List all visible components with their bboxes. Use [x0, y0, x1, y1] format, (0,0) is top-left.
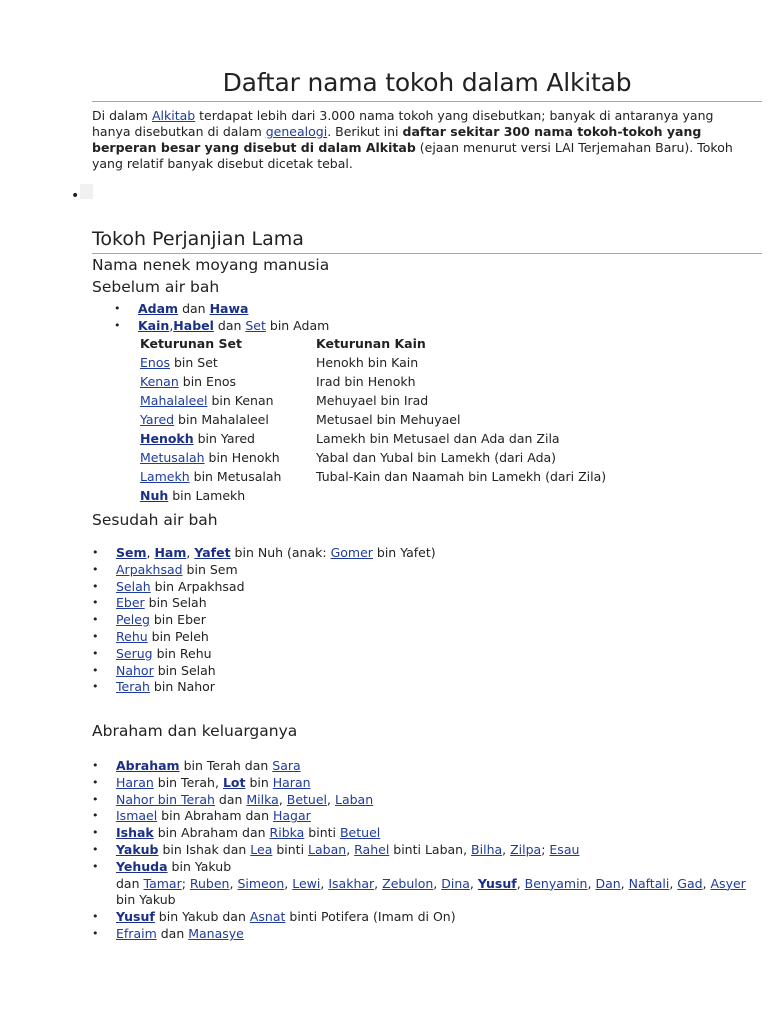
text: bin Terah dan [179, 758, 273, 773]
link-set[interactable]: Set [245, 317, 266, 333]
link-laban[interactable]: Laban [334, 791, 374, 807]
link-ismael[interactable]: Ismael [116, 808, 158, 824]
text: bin Adam [265, 317, 330, 333]
link-laban-2[interactable]: Laban [308, 841, 347, 857]
text: , [620, 875, 629, 891]
text: , [469, 875, 478, 891]
link-lewi[interactable]: Lewi [292, 875, 321, 891]
link-nahor-bin-terah[interactable]: Nahor bin Terah [116, 791, 215, 807]
link-yafet[interactable]: Yafet [194, 545, 231, 560]
list-item [92, 562, 436, 579]
cell-kain: Yabal dan Yubal bin Lamekh (dari Ada) [316, 450, 557, 465]
page-title: Daftar nama tokoh dalam Alkitab [92, 68, 762, 102]
text: , [169, 317, 174, 333]
link-tamar[interactable]: Tamar [143, 875, 182, 891]
text: bin Nuh (anak: [230, 545, 331, 560]
text: dan [156, 925, 189, 941]
link-ruben[interactable]: Ruben [189, 875, 230, 891]
text: , [587, 875, 596, 891]
list-item [92, 646, 436, 663]
section-heading-ot: Tokoh Perjanjian Lama [92, 228, 762, 254]
list-item [92, 579, 436, 596]
link-sara[interactable]: Sara [272, 758, 301, 773]
text: binti Laban, [389, 841, 472, 857]
text: bin Yakub [167, 858, 232, 874]
table-row [140, 372, 606, 391]
link-efraim[interactable]: Efraim [116, 925, 157, 941]
link-abraham[interactable]: Abraham [116, 758, 180, 773]
text: bin [245, 774, 273, 790]
link-zebulon[interactable]: Zebulon [382, 875, 434, 891]
link-habel[interactable]: Habel [173, 317, 214, 333]
cell-kain: Irad bin Henokh [316, 374, 416, 389]
cell-kain: Mehuyael bin Irad [316, 393, 429, 408]
text: , [146, 545, 155, 560]
text: , [669, 875, 678, 891]
cell-kain: Tubal-Kain dan Naamah bin Lamekh (dari Zila) [316, 469, 607, 484]
table-header [140, 334, 606, 353]
link-ham[interactable]: Ham [154, 545, 187, 560]
text: bin Terah, [153, 774, 223, 790]
link-naftali[interactable]: Naftali [628, 875, 670, 891]
list-item [114, 301, 329, 318]
text: bin Ishak dan [158, 841, 251, 857]
link-lamekh[interactable]: Lamekh [140, 469, 190, 484]
list-item [114, 318, 329, 335]
link-asnat[interactable]: Asnat [249, 909, 286, 925]
toc-box[interactable] [80, 184, 93, 199]
text: bin Abraham dan [157, 808, 273, 824]
text: bin Eber [149, 612, 206, 628]
toc-bullet: • [71, 188, 80, 204]
link-adam[interactable]: Adam [138, 301, 179, 316]
link-zilpa[interactable]: Zilpa [510, 841, 542, 857]
text: , [374, 875, 383, 891]
link-kenan[interactable]: Kenan [140, 374, 179, 389]
cell-kain: Metusael bin Mehuyael [316, 412, 461, 427]
text: dan [214, 791, 247, 807]
text: , [186, 545, 195, 560]
link-ishak[interactable]: Ishak [116, 825, 154, 841]
link-yehuda[interactable]: Yehuda [116, 858, 168, 874]
link-serug[interactable]: Serug [116, 645, 153, 661]
link-nahor[interactable]: Nahor [116, 662, 154, 678]
table-row [140, 429, 606, 448]
text: , [278, 791, 287, 807]
intro-paragraph [92, 108, 742, 172]
after-flood-list [92, 545, 436, 696]
link-lea[interactable]: Lea [250, 841, 273, 857]
text: bin Nahor [149, 679, 215, 695]
link-ribka[interactable]: Ribka [269, 825, 305, 841]
table-row [140, 391, 606, 410]
text: , [229, 875, 238, 891]
text: binti [304, 825, 340, 841]
link-milka[interactable]: Milka [246, 791, 279, 807]
link-betuel-2[interactable]: Betuel [339, 825, 381, 841]
link-dan[interactable]: Dan [595, 875, 621, 891]
list-item [92, 808, 746, 825]
link-hawa[interactable]: Hawa [209, 301, 249, 316]
link-gomer[interactable]: Gomer [330, 545, 373, 560]
link-manasye[interactable]: Manasye [188, 925, 244, 941]
list-item [92, 926, 746, 943]
list-item [92, 775, 746, 792]
link-genealogi[interactable]: genealogi [265, 124, 328, 139]
link-nuh[interactable]: Nuh [140, 488, 169, 503]
text: binti Potifera (Imam di On) [285, 909, 456, 925]
intro-text: terdapat lebih dari 3.000 nama tokoh yang disebutkan; banyak di antaranya yang hanya disebutkan di dalam [92, 108, 714, 139]
text: bin Yafet) [372, 545, 436, 560]
link-benyamin[interactable]: Benyamin [524, 875, 588, 891]
text: , [702, 875, 711, 891]
text: bin Yakub [116, 892, 176, 908]
link-yusuf[interactable]: Yusuf [477, 875, 517, 891]
text: bin Rehu [152, 645, 212, 661]
text: , [502, 841, 511, 857]
link-sem[interactable]: Sem [116, 545, 147, 560]
cell-text: bin Enos [178, 374, 237, 389]
table-row [140, 467, 606, 486]
cell-text: bin Metusalah [189, 469, 282, 484]
heading-before-flood: Sebelum air bah [92, 278, 220, 296]
text: , [346, 841, 355, 857]
link-bilha[interactable]: Bilha [471, 841, 503, 857]
intro-text: Di dalam [92, 108, 152, 123]
text: bin Abraham dan [153, 825, 270, 841]
link-hagar[interactable]: Hagar [273, 808, 311, 824]
text: bin Yakub dan [154, 909, 250, 925]
abraham-list [92, 758, 746, 943]
link-selah[interactable]: Selah [116, 578, 151, 594]
intro-bold: daftar sekitar 300 nama tokoh-tokoh yang berperan besar yang disebut di dalam Alkitab [92, 124, 702, 155]
list-item [92, 545, 436, 562]
text: , [433, 875, 442, 891]
intro-text: (ejaan menurut versi LAI Terjemahan Baru). Tokoh yang relatif banyak disebut dicetak tebal. [92, 140, 733, 171]
link-metusalah[interactable]: Metusalah [140, 450, 205, 465]
link-terah[interactable]: Terah [116, 679, 150, 695]
list-item [92, 825, 746, 842]
cell-text: bin Lamekh [168, 488, 246, 503]
yehuda-family [116, 876, 746, 893]
cell-kain: Lamekh bin Metusael dan Ada dan Zila [316, 431, 560, 446]
link-dina[interactable]: Dina [441, 875, 470, 891]
link-rehu[interactable]: Rehu [116, 628, 148, 644]
list-item [92, 842, 746, 859]
col-header-set: Keturunan Set [140, 336, 242, 351]
text: bin Sem [182, 561, 238, 577]
table-row [140, 353, 606, 372]
link-eber[interactable]: Eber [116, 595, 145, 611]
table-row [140, 486, 606, 505]
heading-ancestors: Nama nenek moyang manusia [92, 256, 330, 274]
list-item [92, 629, 436, 646]
text: , [516, 875, 525, 891]
col-header-kain: Keturunan Kain [316, 336, 426, 351]
text: , [327, 791, 335, 807]
cell-text: bin Yared [193, 431, 255, 446]
list-item [92, 909, 746, 926]
table-row [140, 448, 606, 467]
list-item [92, 859, 746, 909]
link-yared[interactable]: Yared [140, 412, 175, 427]
link-yakub[interactable]: Yakub [116, 841, 159, 857]
list-item [92, 612, 436, 629]
list-item [92, 758, 746, 775]
genealogy-table [140, 334, 606, 505]
text: bin Arpakhsad [150, 578, 245, 594]
link-yusuf-2[interactable]: Yusuf [116, 909, 155, 925]
heading-abraham: Abraham dan keluarganya [92, 722, 298, 740]
text: , [320, 875, 329, 891]
cell-text: bin Kenan [207, 393, 274, 408]
text: bin Selah [144, 595, 207, 611]
link-simeon[interactable]: Simeon [237, 875, 285, 891]
cell-text: bin Henokh [204, 450, 280, 465]
text: binti [272, 841, 309, 857]
heading-after-flood: Sesudah air bah [92, 511, 218, 529]
list-item [92, 663, 436, 680]
list-item [92, 679, 436, 696]
text: ; [541, 841, 550, 857]
intro-text: . Berikut ini [327, 124, 403, 139]
cell-kain [316, 486, 606, 505]
cell-text: bin Set [169, 355, 218, 370]
link-betuel[interactable]: Betuel [286, 791, 328, 807]
link-isakhar[interactable]: Isakhar [328, 875, 375, 891]
link-peleg[interactable]: Peleg [116, 612, 150, 628]
link-enos[interactable]: Enos [140, 355, 170, 370]
text: bin Selah [153, 662, 216, 678]
text: , [284, 875, 293, 891]
text: dan [213, 317, 246, 333]
list-item [92, 595, 436, 612]
cell-text: bin Mahalaleel [174, 412, 269, 427]
link-haran[interactable]: Haran [116, 774, 154, 790]
link-gad[interactable]: Gad [677, 875, 703, 891]
text: dan [178, 301, 210, 316]
text: bin Peleh [147, 628, 209, 644]
link-haran-2[interactable]: Haran [272, 774, 311, 790]
link-rahel[interactable]: Rahel [354, 841, 390, 857]
cell-kain: Henokh bin Kain [316, 355, 419, 370]
text: ; [181, 875, 190, 891]
link-arpakhsad[interactable]: Arpakhsad [116, 561, 183, 577]
link-esau[interactable]: Esau [549, 841, 580, 857]
article [92, 0, 762, 172]
link-henokh[interactable]: Henokh [140, 431, 194, 446]
link-lot[interactable]: Lot [222, 774, 246, 790]
list-item [92, 792, 746, 809]
link-mahalaleel[interactable]: Mahalaleel [140, 393, 208, 408]
before-flood-list [114, 301, 329, 335]
link-kain[interactable]: Kain [138, 317, 170, 333]
link-asyer[interactable]: Asyer [710, 875, 746, 891]
link-alkitab[interactable]: Alkitab [151, 108, 196, 123]
text: dan [116, 875, 144, 891]
table-row [140, 410, 606, 429]
